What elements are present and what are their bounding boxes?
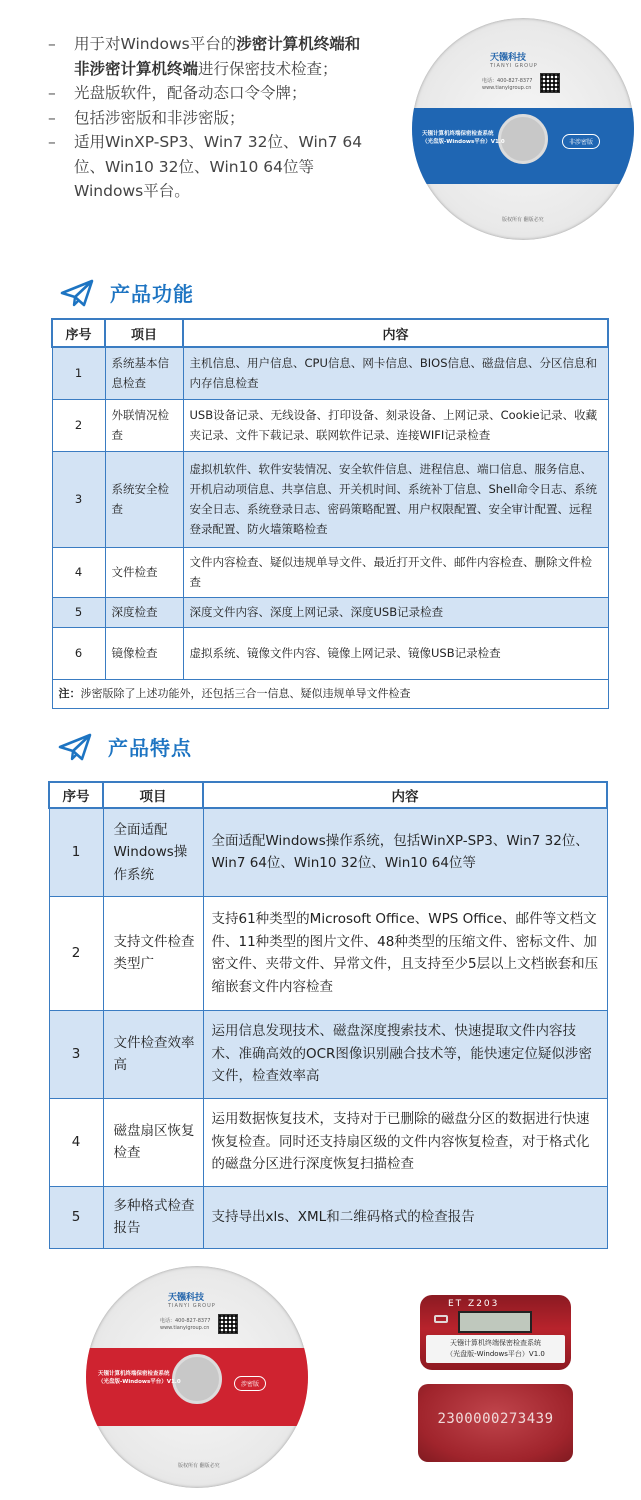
table-note (52, 679, 608, 708)
table-header-row (52, 319, 608, 347)
row-content: 运用信息发现技术、磁盘深度搜索技术、快速提取文件内容技术、准确高效的OCR图像识别融合技术等，能快速定位疑似涉密文件，检查效率高 (203, 1010, 607, 1098)
note-text: 涉密版除了上述功能外，还包括三合一信息、疑似违规单导文件检查 (80, 686, 411, 700)
table-note-row (52, 679, 608, 708)
intro-text: 位、Win10 32位、Win10 64位等 (74, 157, 314, 176)
table-row (49, 896, 607, 1010)
row-number: 5 (52, 597, 105, 627)
table-row (52, 399, 608, 451)
intro-list (48, 32, 398, 204)
row-item: 深度检查 (105, 597, 183, 627)
disc-tag: 涉密版 (234, 1376, 266, 1391)
row-item: 全面适配Windows操作系统 (103, 808, 203, 896)
row-item: 外联情况检查 (105, 399, 183, 451)
paper-plane-icon (58, 733, 92, 761)
table-row (52, 627, 608, 679)
table-header-row (49, 782, 607, 808)
table-row (49, 1010, 607, 1098)
disc-title: 天镪计算机终端保密检查系统 （光盘版-Windows平台）V1.0 (98, 1371, 181, 1385)
token-sticker: 天镪计算机终端保密检查系统 （光盘版-Windows平台）V1.0 (426, 1335, 565, 1363)
disc-contact: 电话：400-827-8377 www.tianyigroup.cn (160, 1318, 211, 1331)
row-number: 3 (52, 451, 105, 547)
column-header: 序号 (49, 782, 103, 808)
table-row (49, 808, 607, 896)
column-header: 序号 (52, 319, 105, 347)
row-item: 多种格式检查报告 (103, 1186, 203, 1248)
intro-text: 进行保密技术检查； (198, 59, 338, 78)
features-table (48, 781, 608, 1249)
row-content: 虚拟系统、镜像文件内容、镜像上网记录、镜像USB记录检查 (183, 627, 608, 679)
qr-code-icon (218, 1314, 238, 1334)
row-item: 系统基本信息检查 (105, 347, 183, 399)
otp-token-front (420, 1295, 571, 1370)
row-item: 镜像检查 (105, 627, 183, 679)
note-label: 注： (58, 686, 81, 700)
disc-logo: 天镪科技 TIANYI GROUP (168, 1293, 216, 1309)
column-header: 内容 (183, 319, 608, 347)
intro-item (48, 32, 398, 81)
dash: – (48, 108, 56, 127)
table-row (49, 1098, 607, 1186)
row-item: 磁盘扇区恢复检查 (103, 1098, 203, 1186)
token-screen (458, 1311, 532, 1333)
intro-item (48, 106, 398, 131)
section-title: 产品特点 (108, 736, 192, 760)
dash: – (48, 35, 56, 53)
column-header: 内容 (203, 782, 607, 808)
row-content: 文件内容检查、疑似违规单导文件、最近打开文件、邮件内容检查、删除文件检查 (183, 547, 608, 597)
row-content: 全面适配Windows操作系统，包括WinXP-SP3、Win7 32位、Win7 64位、Win10 32位、Win10 64位等 (203, 808, 607, 896)
token-brand: ET Z203 (448, 1299, 500, 1309)
table-row (52, 597, 608, 627)
row-item: 文件检查 (105, 547, 183, 597)
row-number: 2 (52, 399, 105, 451)
functions-table (51, 318, 609, 709)
intro-text: 适用WinXP-SP3、Win7 32位、Win7 64 (74, 133, 363, 151)
dash: – (48, 133, 56, 151)
row-content: 深度文件内容、深度上网记录、深度USB记录检查 (183, 597, 608, 627)
intro-text: 光盘版软件，配备动态口令令牌； (74, 84, 307, 102)
paper-plane-icon (60, 279, 94, 307)
disc-copyright: 版权所有 翻版必究 (502, 217, 544, 223)
section-heading-functions (60, 278, 194, 307)
qr-code-icon (540, 73, 560, 93)
intro-text: 用于对Windows平台的 (74, 35, 237, 53)
row-content: 运用数据恢复技术，支持对于已删除的磁盘分区的数据进行快速恢复检查。同时还支持扇区级的文件内容恢复检查，对于格式化的磁盘分区进行深度恢复扫描检查 (203, 1098, 607, 1186)
disc-logo: 天镪科技 TIANYI GROUP (490, 53, 538, 69)
intro-bold: 涉密计算机终端和 (236, 35, 361, 53)
table-row (52, 547, 608, 597)
row-number: 1 (49, 808, 103, 896)
row-content: 虚拟机软件、软件安装情况、安全软件信息、进程信息、端口信息、服务信息、开机启动项信息、共享信息、开关机时间、系统补丁信息、Shell命令日志、系统安全日志、系统登录日志、密码策略配置、用户权限配置、安全审计配置、远程登录配置、防火墙策略检查 (183, 451, 608, 547)
row-item: 文件检查效率高 (103, 1010, 203, 1098)
dash: – (48, 84, 56, 102)
section-title: 产品功能 (110, 282, 194, 306)
row-number: 3 (49, 1010, 103, 1098)
intro-item (48, 130, 398, 204)
row-number: 4 (49, 1098, 103, 1186)
token-serial: 2300000273439 (437, 1411, 554, 1427)
disc-tag: 非涉密版 (562, 134, 600, 149)
disc-copyright: 版权所有 翻版必究 (178, 1463, 220, 1469)
intro-text: 包括涉密版和非涉密版； (74, 108, 245, 127)
row-number: 1 (52, 347, 105, 399)
token-button (434, 1315, 448, 1323)
disc-hub (498, 114, 548, 164)
intro-text: Windows平台。 (74, 182, 190, 200)
disc-image-non-classified (412, 18, 634, 240)
row-content: USB设备记录、无线设备、打印设备、刻录设备、上网记录、Cookie记录、收藏夹记录、文件下载记录、联网软件记录、连接WIFI记录检查 (183, 399, 608, 451)
row-item: 系统安全检查 (105, 451, 183, 547)
table-row (49, 1186, 607, 1248)
disc-image-classified (86, 1266, 308, 1488)
section-heading-features (58, 732, 192, 761)
table-row (52, 451, 608, 547)
row-content: 主机信息、用户信息、CPU信息、网卡信息、BIOS信息、磁盘信息、分区信息和内存信息检查 (183, 347, 608, 399)
column-header: 项目 (103, 782, 203, 808)
disc-contact: 电话：400-827-8377 www.tianyigroup.cn (482, 78, 533, 91)
column-header: 项目 (105, 319, 183, 347)
intro-bold: 非涉密计算机终端 (74, 59, 199, 78)
row-number: 2 (49, 896, 103, 1010)
row-number: 6 (52, 627, 105, 679)
row-content: 支持导出xls、XML和二维码格式的检查报告 (203, 1186, 607, 1248)
row-item: 支持文件检查类型广 (103, 896, 203, 1010)
table-row (52, 347, 608, 399)
intro-item (48, 81, 398, 106)
otp-token-back (418, 1384, 573, 1462)
row-number: 4 (52, 547, 105, 597)
disc-title: 天镪计算机终端保密检查系统 （光盘版-Windows平台）V1.0 (422, 131, 505, 145)
row-number: 5 (49, 1186, 103, 1248)
row-content: 支持61种类型的Microsoft Office、WPS Office、邮件等文档文件、11种类型的图片文件、48种类型的压缩文件、密标文件、加密文件、夹带文件、异常文件，且支持至少5层以上文档嵌套和压缩嵌套文件内容检查 (203, 896, 607, 1010)
